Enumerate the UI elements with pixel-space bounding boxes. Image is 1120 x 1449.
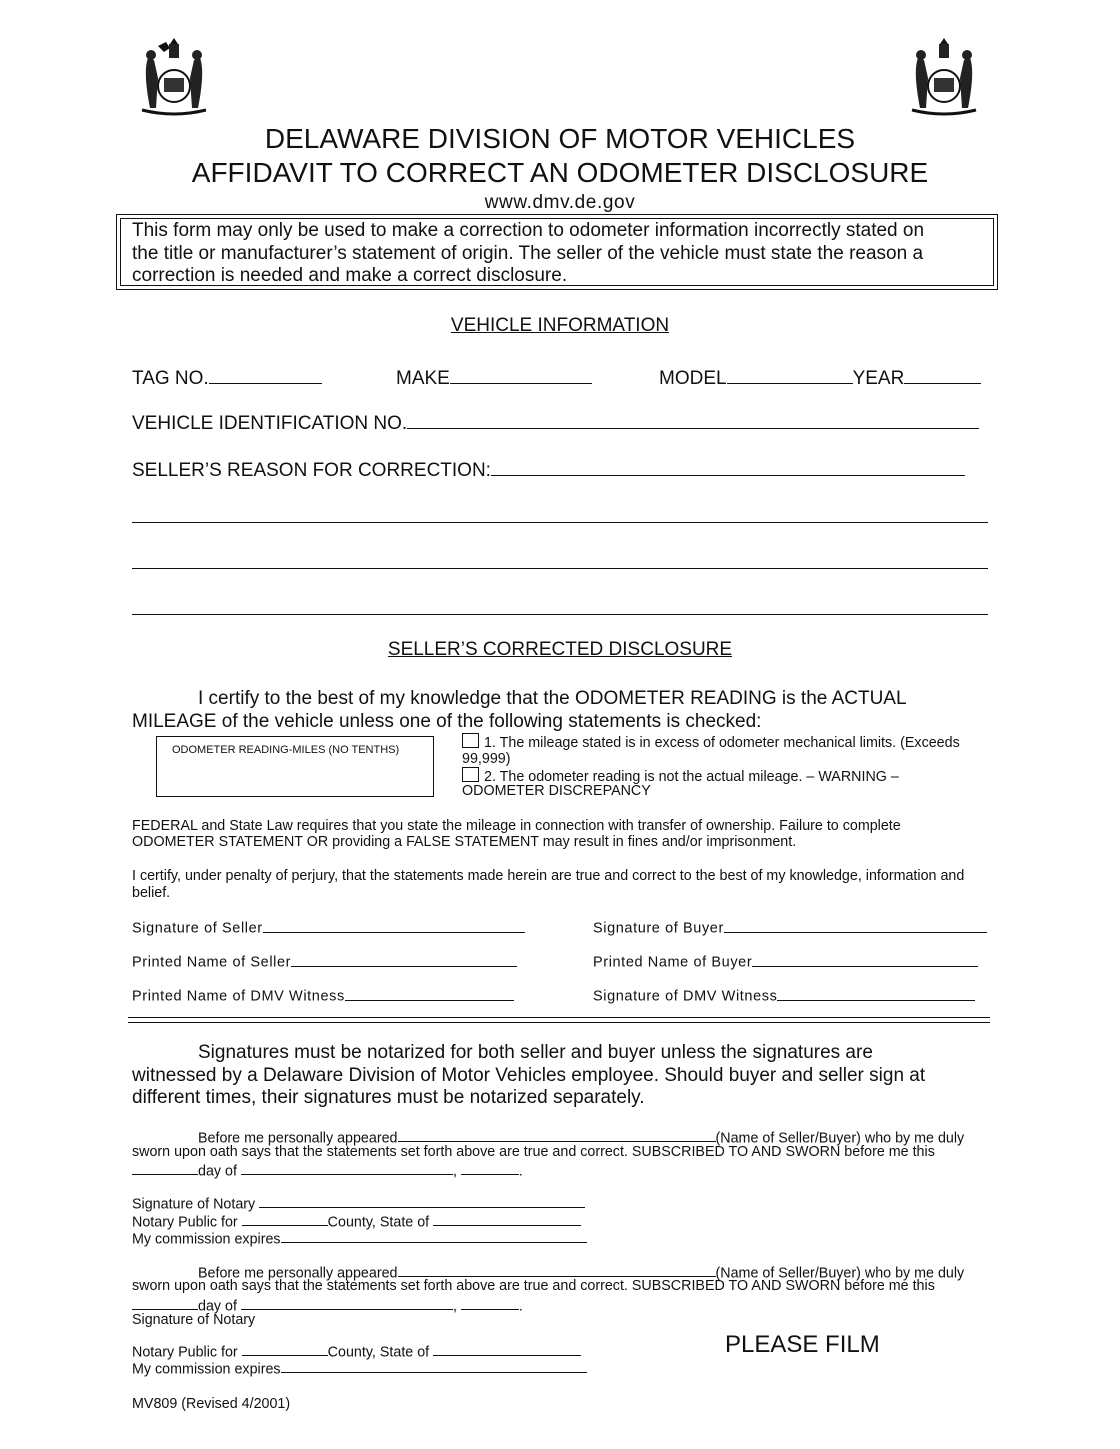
model-year-field[interactable] (659, 364, 981, 390)
model-label: MODEL (659, 368, 727, 389)
notary2-signature-label: Signature of Notary (132, 1312, 256, 1328)
delaware-state-seal-left (134, 38, 214, 118)
year-label: YEAR (852, 368, 905, 389)
notary1-public-for[interactable]: Notary Public for County, State of (132, 1211, 581, 1230)
notary-intro-line3: different times, their signatures must be notarized separately. (132, 1087, 645, 1108)
disclosure-heading: SELLER’S CORRECTED DISCLOSURE (387, 639, 733, 660)
law-line1: FEDERAL and State Law requires that you state the mileage in connection with transfer of ownership. Failure to complete (132, 818, 901, 834)
reason-label: SELLER’S REASON FOR CORRECTION: (132, 460, 491, 481)
reason-line-3[interactable] (132, 568, 988, 569)
divider-top (128, 1017, 990, 1018)
notice-line3: correction is needed and make a correct disclosure. (132, 265, 568, 286)
form-title-line2: AFFIDAVIT TO CORRECT AN ODOMETER DISCLOSURE (191, 157, 929, 188)
law-line2: ODOMETER STATEMENT OR providing a FALSE STATEMENT may result in fines and/or imprisonment. (132, 834, 797, 850)
seller-signature-label: Signature of Seller (132, 920, 263, 937)
tag-no-field[interactable] (132, 364, 322, 390)
notary2-appeared-label: Before me personally appeared (198, 1265, 398, 1282)
vin-field[interactable] (132, 409, 979, 435)
seller-name-field[interactable] (132, 951, 517, 971)
make-field[interactable] (396, 364, 592, 390)
option2-checkbox[interactable] (462, 767, 479, 782)
reason-field[interactable] (132, 456, 965, 482)
certify-line2: MILEAGE of the vehicle unless one of the following statements is checked: (132, 711, 762, 732)
notary1-date[interactable]: day of , . (132, 1160, 523, 1179)
option1 (462, 733, 960, 751)
form-number: MV809 (Revised 4/2001) (132, 1396, 291, 1412)
notary2-oath: sworn upon oath says that the statements set forth above are true and correct. SUBSCRIBED TO AND SWORN before me this (132, 1278, 935, 1294)
make-label: MAKE (396, 368, 450, 389)
notary1-commission[interactable]: My commission expires (132, 1228, 587, 1247)
buyer-name-label: Printed Name of Buyer (593, 954, 753, 971)
option2-line2: ODOMETER DISCREPANCY (462, 783, 651, 799)
buyer-signature-label: Signature of Buyer (593, 920, 724, 937)
vehicle-info-heading: VEHICLE INFORMATION (450, 315, 670, 336)
notary2-commission[interactable]: My commission expires (132, 1358, 587, 1377)
notary2-name-hint: (Name of Seller/Buyer) who by me duly (715, 1265, 965, 1282)
buyer-signature-field[interactable] (593, 917, 987, 937)
please-film: PLEASE FILM (725, 1331, 880, 1358)
notary2-day-of: day of (198, 1298, 237, 1315)
notary1-name-hint: (Name of Seller/Buyer) who by me duly (715, 1130, 965, 1147)
notice-line2: the title or manufacturer’s statement of origin. The seller of the vehicle must state the reason a (132, 243, 924, 264)
perjury-line1: I certify, under penalty of perjury, that the statements made herein are true and correct to the best of my knowledge, information and (132, 868, 965, 884)
option1-line2: 99,999) (462, 751, 511, 767)
notary2-public-for[interactable]: Notary Public for County, State of (132, 1341, 581, 1360)
option1-checkbox[interactable] (462, 733, 479, 748)
dmv-witness-signature-label: Signature of DMV Witness (593, 988, 778, 1005)
option2-text: 2. The odometer reading is not the actual mileage. – WARNING – (484, 769, 899, 785)
notary-intro-line2: witnessed by a Delaware Division of Motor Vehicles employee. Should buyer and seller sign at (132, 1065, 926, 1086)
divider-bottom (128, 1022, 990, 1023)
tag-no-label: TAG NO. (132, 368, 209, 389)
notary1-signature[interactable] (132, 1193, 585, 1212)
notary2-date[interactable]: day of , . (132, 1295, 523, 1314)
website: www.dmv.de.gov (484, 192, 636, 213)
odometer-box-label: ODOMETER READING-MILES (NO TENTHS) (172, 744, 400, 756)
notary1-oath: sworn upon oath says that the statements set forth above are true and correct. SUBSCRIBED TO AND SWORN before me this (132, 1144, 935, 1160)
notary-intro-line1: Signatures must be notarized for both seller and buyer unless the signatures are (198, 1042, 873, 1063)
delaware-state-seal-right (904, 38, 984, 118)
reason-line-4[interactable] (132, 614, 988, 615)
dmv-witness-name-label: Printed Name of DMV Witness (132, 988, 345, 1005)
notary1-appeared-label: Before me personally appeared (198, 1130, 398, 1147)
notice-line1: This form may only be used to make a correction to odometer information incorrectly stated on (132, 220, 925, 241)
form-title-line1: DELAWARE DIVISION OF MOTOR VEHICLES (264, 123, 856, 154)
seller-name-label: Printed Name of Seller (132, 954, 292, 971)
perjury-line2: belief. (132, 885, 171, 901)
vin-label: VEHICLE IDENTIFICATION NO. (132, 413, 408, 434)
reason-line-2[interactable] (132, 522, 988, 523)
option1-text: 1. The mileage stated is in excess of odometer mechanical limits. (Exceeds (484, 735, 960, 751)
seller-signature-field[interactable] (132, 917, 525, 937)
certify-line1: I certify to the best of my knowledge that the ODOMETER READING is the ACTUAL (198, 688, 907, 709)
dmv-witness-name-field[interactable] (132, 985, 514, 1005)
notary1-day-of: day of (198, 1163, 237, 1180)
notary1-signature-label: Signature of Notary (132, 1196, 256, 1213)
buyer-name-field[interactable] (593, 951, 978, 971)
dmv-witness-signature-field[interactable] (593, 985, 975, 1005)
